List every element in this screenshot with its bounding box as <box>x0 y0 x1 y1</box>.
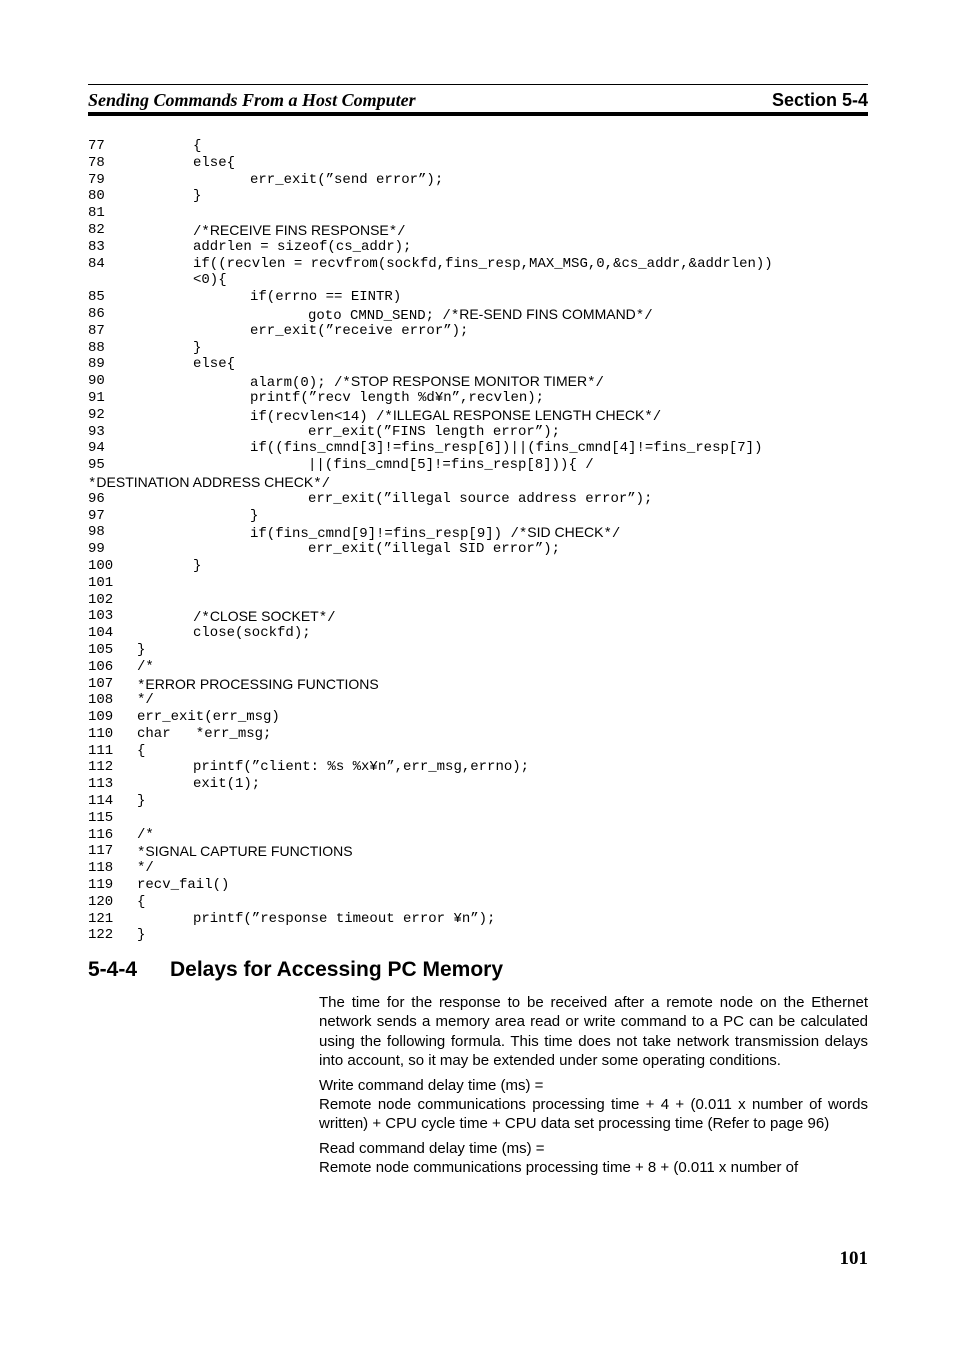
code-text <box>250 323 468 340</box>
code-text <box>193 340 201 357</box>
code-line <box>88 524 878 541</box>
code-token: */ <box>644 408 662 425</box>
line-number: 84 <box>88 255 105 272</box>
code-line <box>88 894 878 911</box>
code-line <box>88 340 878 357</box>
line-number: 105 <box>88 641 114 658</box>
line-number: 92 <box>88 406 105 423</box>
section-label: Section 5-4 <box>771 90 868 110</box>
code-line <box>88 424 878 441</box>
line-number: 120 <box>88 893 114 910</box>
line-number: 85 <box>88 289 105 306</box>
code-text <box>137 927 145 944</box>
code-text <box>250 172 443 189</box>
code-text <box>137 860 154 877</box>
code-line <box>88 827 878 844</box>
code-token: <0){ <box>193 272 227 289</box>
code-line <box>88 306 878 323</box>
line-number: 115 <box>88 809 114 826</box>
line-number: 99 <box>88 541 105 558</box>
code-token: if(recvlen<14) /* <box>250 408 393 425</box>
code-token: */ <box>388 223 406 240</box>
line-number: 119 <box>88 877 114 894</box>
line-number: 101 <box>88 574 114 591</box>
code-token: /* <box>193 223 210 240</box>
code-text <box>193 911 495 928</box>
code-line <box>88 625 878 642</box>
code-comment-text: RECEIVE FINS RESPONSE <box>209 221 389 238</box>
code-line <box>88 709 878 726</box>
code-token: printf(”response timeout error ¥n”); <box>193 910 496 927</box>
code-line <box>88 491 878 508</box>
code-token: /* <box>137 658 154 675</box>
code-text <box>250 440 762 457</box>
section-number: 5-4-4 <box>88 958 138 981</box>
code-text <box>193 558 201 575</box>
section-title: Delays for Accessing PC Memory <box>170 958 504 981</box>
code-line <box>88 541 878 558</box>
line-number: 94 <box>88 440 105 457</box>
line-number: 98 <box>88 524 105 541</box>
code-line <box>88 810 878 827</box>
section-heading <box>88 958 503 982</box>
code-line <box>88 373 878 390</box>
line-number: 108 <box>88 692 114 709</box>
code-line <box>88 138 878 155</box>
code-token: err_exit(”illegal source address error”); <box>308 490 653 507</box>
code-line <box>88 843 878 860</box>
line-number: 109 <box>88 709 114 726</box>
code-line <box>88 188 878 205</box>
code-token: char *err_msg; <box>137 725 272 742</box>
line-number: 116 <box>88 826 114 843</box>
code-text <box>250 390 544 407</box>
code-token: err_exit(”illegal SID error”); <box>308 541 561 558</box>
line-number: 78 <box>88 154 105 171</box>
code-token: */ <box>137 692 154 709</box>
line-number: 118 <box>88 860 114 877</box>
line-number: 107 <box>88 675 114 692</box>
code-token: err_exit(”FINS length error”); <box>308 423 561 440</box>
line-number: 89 <box>88 356 105 373</box>
code-line <box>88 659 878 676</box>
code-token: */ <box>603 526 621 543</box>
read-delay-formula: Remote node communications processing time + 8 + (0.011 x number of <box>319 1159 799 1177</box>
code-token: */ <box>635 307 653 324</box>
line-number: 81 <box>88 205 105 222</box>
code-comment-text: STOP RESPONSE MONITOR TIMER <box>350 373 588 390</box>
code-line <box>88 172 878 189</box>
code-text <box>137 726 271 743</box>
code-text <box>193 356 235 373</box>
code-text <box>193 776 260 793</box>
line-number: 102 <box>88 591 114 608</box>
line-number: 96 <box>88 490 105 507</box>
code-token: if(fins_cmnd[9]!=fins_resp[9]) /* <box>250 526 528 543</box>
line-number: 90 <box>88 373 105 390</box>
line-number: 95 <box>88 457 105 474</box>
code-line <box>88 592 878 609</box>
code-line <box>88 474 878 491</box>
code-token: */ <box>137 860 154 877</box>
code-token: } <box>193 557 202 574</box>
code-text <box>137 659 154 676</box>
code-text <box>137 743 145 760</box>
code-token: ||(fins_cmnd[5]!=fins_resp[8])){ / <box>308 457 594 474</box>
code-text <box>308 424 560 441</box>
code-token: exit(1); <box>193 776 261 793</box>
code-line <box>88 642 878 659</box>
code-token: { <box>137 742 146 759</box>
line-number: 86 <box>88 305 105 322</box>
code-line <box>88 692 878 709</box>
code-token: printf(”recv length %d¥n”,recvlen); <box>250 389 545 406</box>
code-token: * <box>88 475 97 492</box>
line-number: 114 <box>88 793 114 810</box>
code-token: */ <box>313 475 330 492</box>
line-number: 112 <box>88 759 114 776</box>
line-number: 103 <box>88 608 114 625</box>
code-text <box>137 709 280 726</box>
line-number: 82 <box>88 221 105 238</box>
line-number: 93 <box>88 423 105 440</box>
code-text <box>193 759 529 776</box>
header-bottom-rule <box>88 112 868 116</box>
code-token: } <box>193 339 202 356</box>
code-token: close(sockfd); <box>193 625 311 642</box>
code-line <box>88 726 878 743</box>
code-comment-text: ILLEGAL RESPONSE LENGTH CHECK <box>392 406 645 423</box>
page-number: 101 <box>839 1248 868 1269</box>
code-line <box>88 558 878 575</box>
code-line <box>88 356 878 373</box>
code-line <box>88 860 878 877</box>
code-text <box>137 877 229 894</box>
line-number: 117 <box>88 843 114 860</box>
body-text <box>319 993 868 1183</box>
code-token: { <box>137 893 146 910</box>
code-token: */ <box>318 610 336 627</box>
intro-paragraph: The time for the response to be received after a remote node on the Ethernet network sends a memory area read or write command to a PC can be calculated using the following formula. This time does not take network transmission delays into account, so it may be extended under some operating conditions. <box>319 994 868 1070</box>
code-comment-text: SID CHECK <box>527 524 604 541</box>
read-delay-label: Read command delay time (ms) = <box>319 1139 545 1157</box>
code-comment-text: CLOSE SOCKET <box>209 608 319 625</box>
code-line <box>88 927 878 944</box>
code-line <box>88 508 878 525</box>
code-comment-text: DESTINATION ADDRESS CHECK <box>96 473 314 490</box>
code-text <box>193 155 235 172</box>
code-line <box>88 877 878 894</box>
code-line <box>88 407 878 424</box>
code-token: alarm(0); /* <box>250 375 351 392</box>
code-token: else{ <box>193 154 236 171</box>
code-line <box>88 239 878 256</box>
code-line <box>88 390 878 407</box>
code-line <box>88 575 878 592</box>
line-number: 91 <box>88 389 105 406</box>
write-delay-label: Write command delay time (ms) = <box>319 1076 544 1094</box>
code-token: if((recvlen = recvfrom(sockfd,fins_resp,MAX_MSG,0,&cs_addr,&addrlen)) <box>193 255 773 272</box>
line-number: 80 <box>88 188 105 205</box>
code-token: if((fins_cmnd[3]!=fins_resp[6])||(fins_cmnd[4]!=fins_resp[7]) <box>250 440 763 457</box>
code-listing <box>88 138 878 944</box>
line-number: 113 <box>88 776 114 793</box>
code-text <box>308 541 560 558</box>
code-text <box>193 256 773 273</box>
code-token: } <box>250 507 259 524</box>
code-line <box>88 911 878 928</box>
line-number: 87 <box>88 322 105 339</box>
code-text <box>193 138 201 155</box>
line-number: 106 <box>88 658 114 675</box>
code-token: } <box>137 641 146 658</box>
code-line <box>88 743 878 760</box>
code-token: * <box>137 845 146 862</box>
running-title: Sending Commands From a Host Computer <box>88 90 416 110</box>
line-number: 104 <box>88 625 114 642</box>
code-line <box>88 289 878 306</box>
code-line <box>88 323 878 340</box>
code-token: err_exit(”receive error”); <box>250 322 469 339</box>
code-text <box>308 491 652 508</box>
line-number: 121 <box>88 910 114 927</box>
code-line <box>88 759 878 776</box>
code-line <box>88 457 878 474</box>
code-token: addrlen = sizeof(cs_addr); <box>193 238 412 255</box>
code-line <box>88 440 878 457</box>
code-token: /* <box>193 610 210 627</box>
line-number: 88 <box>88 339 105 356</box>
code-text <box>137 793 145 810</box>
code-token: else{ <box>193 356 236 373</box>
line-number: 79 <box>88 171 105 188</box>
line-number: 111 <box>88 742 114 759</box>
code-line <box>88 205 878 222</box>
code-token: printf(”client: %s %x¥n”,err_msg,errno); <box>193 759 530 776</box>
code-text <box>137 692 154 709</box>
code-token: if(errno == EINTR) <box>250 289 402 306</box>
line-number: 100 <box>88 557 114 574</box>
code-text <box>250 508 258 525</box>
code-line <box>88 256 878 273</box>
code-text <box>193 272 227 289</box>
line-number: 83 <box>88 238 105 255</box>
code-line <box>88 793 878 810</box>
code-line <box>88 155 878 172</box>
code-comment-text: ERROR PROCESSING FUNCTIONS <box>145 675 379 692</box>
code-line <box>88 776 878 793</box>
code-text <box>308 457 594 474</box>
code-comment-text: RE-SEND FINS COMMAND <box>459 305 636 322</box>
code-text <box>193 239 411 256</box>
code-token: /* <box>137 826 154 843</box>
write-delay-formula: Remote node communications processing time + 4 + (0.011 x number of words written) + CPU cycle time + CPU data set processing time (Refer to page 96) <box>319 1096 868 1133</box>
code-line <box>88 676 878 693</box>
code-token: */ <box>587 375 604 392</box>
line-number: 77 <box>88 138 105 154</box>
code-line <box>88 222 878 239</box>
code-text <box>137 894 145 911</box>
code-text <box>250 289 401 306</box>
line-number: 97 <box>88 507 105 524</box>
code-token: { <box>193 138 202 154</box>
code-comment-text: SIGNAL CAPTURE FUNCTIONS <box>145 843 353 860</box>
code-token: err_exit(”send error”); <box>250 171 444 188</box>
code-line <box>88 272 878 289</box>
code-text <box>193 188 201 205</box>
code-token: goto CMND_SEND; /* <box>308 307 460 324</box>
code-token: err_exit(err_msg) <box>137 709 280 726</box>
code-text <box>137 642 145 659</box>
code-line <box>88 608 878 625</box>
code-token: } <box>137 927 146 944</box>
code-token: } <box>137 793 146 810</box>
code-text <box>193 625 311 642</box>
header-top-rule <box>88 84 868 85</box>
line-number: 110 <box>88 725 114 742</box>
code-text <box>137 827 154 844</box>
code-token: * <box>137 677 146 694</box>
line-number: 122 <box>88 927 114 944</box>
code-token: } <box>193 188 202 205</box>
code-token: recv_fail() <box>137 877 230 894</box>
